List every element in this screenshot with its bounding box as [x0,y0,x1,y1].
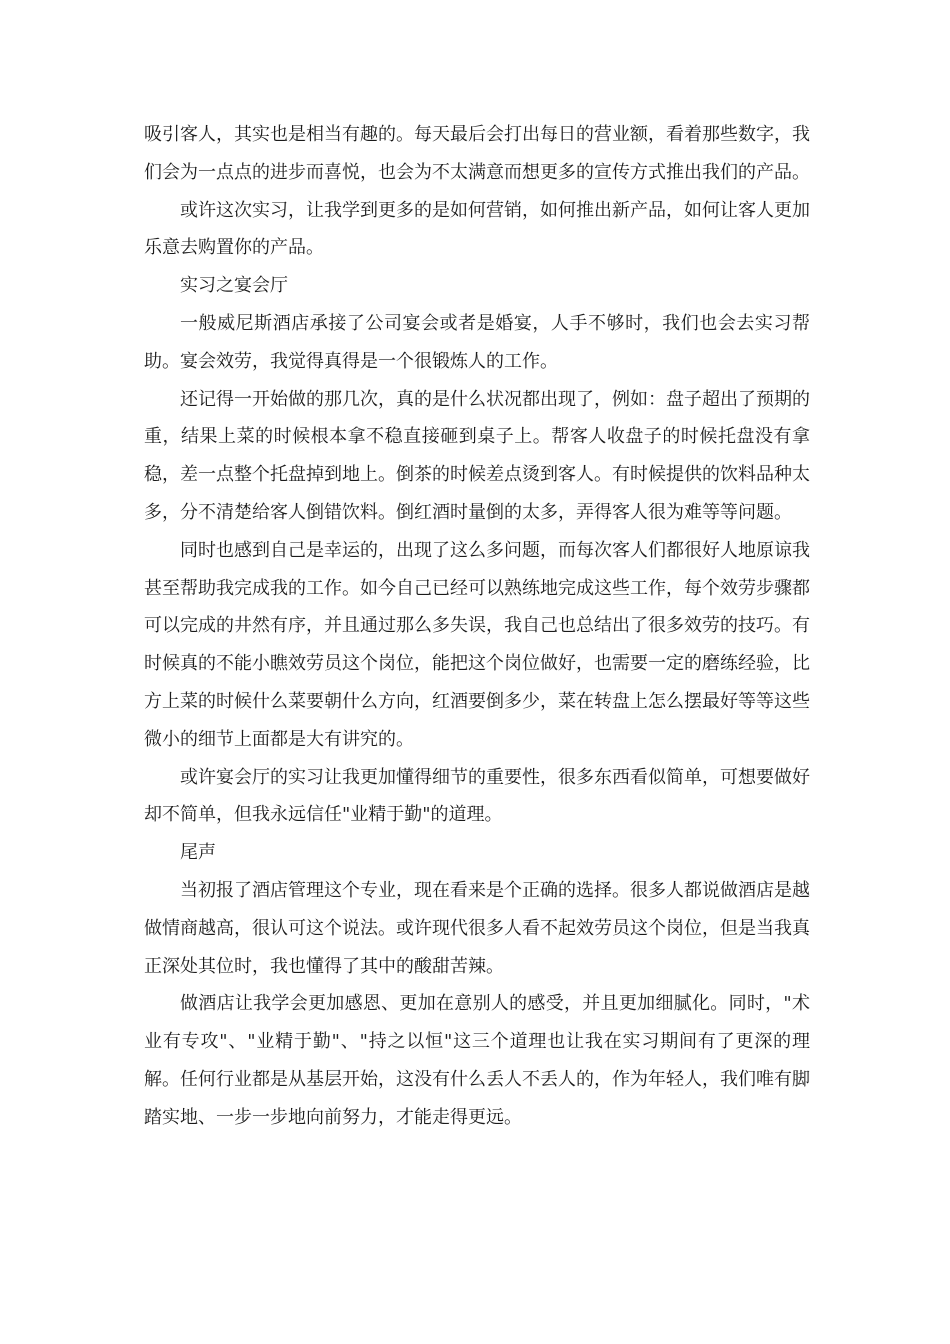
paragraph-continuation: 吸引客人，其实也是相当有趣的。每天最后会打出每日的营业额，看着那些数字，我们会为一点点的进步而喜悦，也会为不太满意而想更多的宣传方式推出我们的产品。 [144,124,810,183]
document-page [144,116,810,1137]
section-heading-epilogue: 尾声 [180,842,216,864]
section-heading-banquet-hall: 实习之宴会厅 [180,275,288,297]
paragraph-banquet-growth: 同时也感到自己是幸运的，出现了这么多问题，而每次客人们都很好人地原谅我甚至帮助我完成我的工作。如今自己已经可以熟练地完成这些工作，每个效劳步骤都可以完成的井然有序，并且通过那么多失误，我自己也总结出了很多效劳的技巧。有时候真的不能小瞧效劳员这个岗位，能把这个岗位做好，也需要一定的磨练经验，比方上菜的时候什么菜要朝什么方向，红酒要倒多少，菜在转盘上怎么摆最好等等这些微小的细节上面都是大有讲究的。 [144,539,810,750]
paragraph-epilogue-choice: 当初报了酒店管理这个专业，现在看来是个正确的选择。很多人都说做酒店是越做情商越高，很认可这个说法。或许现代很多人看不起效劳员这个岗位，但是当我真正深处其位时，我也懂得了其中的酸甜苦辣。 [144,879,810,977]
paragraph-marketing-summary: 或许这次实习，让我学到更多的是如何营销，如何推出新产品，如何让客人更加乐意去购置你的产品。 [144,199,810,259]
paragraph-banquet-mistakes: 还记得一开始做的那几次，真的是什么状况都出现了，例如：盘子超出了预期的重，结果上菜的时候根本拿不稳直接砸到桌子上。帮客人收盘子的时候托盘没有拿稳，差一点整个托盘掉到地上。倒茶的时候差点烫到客人。有时候提供的饮料品种太多，分不清楚给客人倒错饮料。倒红酒时量倒的太多，弄得客人很为难等等问题。 [144,388,810,523]
paragraph-banquet-details: 或许宴会厅的实习让我更加懂得细节的重要性，很多东西看似简单，可想要做好却不简单，但我永远信任"业精于勤"的道理。 [144,766,810,826]
paragraph-epilogue-lessons: 做酒店让我学会更加感恩、更加在意别人的感受，并且更加细腻化。同时，"术业有专攻"、"业精于勤"、"持之以恒"这三个道理也让我在实习期间有了更深的理解。任何行业都是从基层开始，这没有什么丢人不丢人的，作为年轻人，我们唯有脚踏实地、一步一步地向前努力，才能走得更远。 [144,993,810,1128]
paragraph-banquet-intro: 一般威尼斯酒店承接了公司宴会或者是婚宴，人手不够时，我们也会去实习帮助。宴会效劳，我觉得真得是一个很锻炼人的工作。 [144,312,810,372]
